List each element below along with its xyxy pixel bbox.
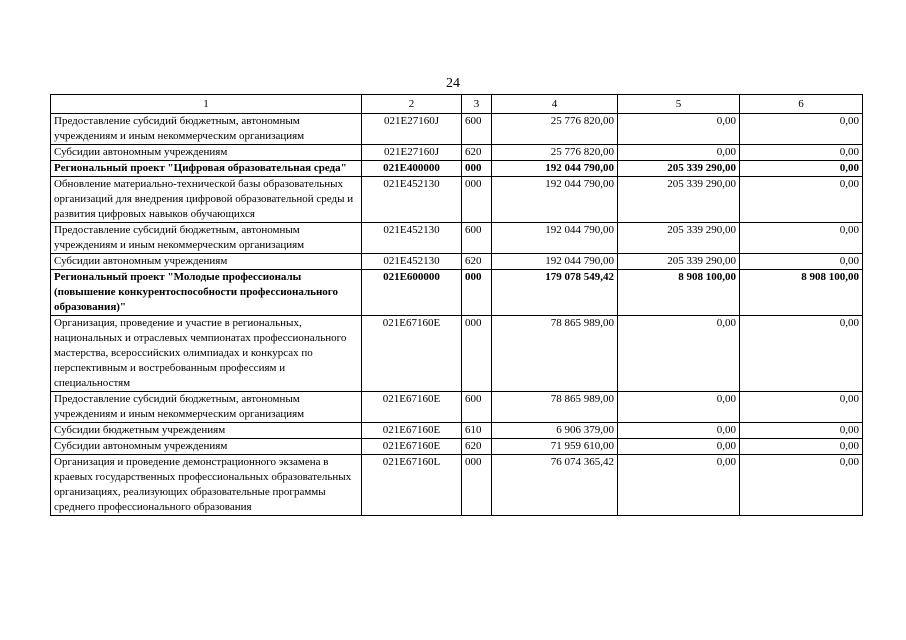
- cell-amount-3: 0,00: [740, 177, 863, 223]
- cell-code: 021E27160J: [362, 145, 462, 161]
- cell-amount-3: 0,00: [740, 316, 863, 392]
- cell-type: 000: [462, 270, 492, 316]
- cell-amount-1: 6 906 379,00: [492, 423, 618, 439]
- cell-amount-3: 0,00: [740, 114, 863, 145]
- table-row: [51, 316, 863, 392]
- cell-code: 021E452130: [362, 177, 462, 223]
- cell-amount-3: 0,00: [740, 392, 863, 423]
- cell-amount-2: 0,00: [618, 114, 740, 145]
- cell-code: 021E452130: [362, 223, 462, 254]
- header-row: [51, 95, 863, 114]
- cell-amount-2: 0,00: [618, 439, 740, 455]
- cell-amount-2: 205 339 290,00: [618, 177, 740, 223]
- cell-amount-1: 25 776 820,00: [492, 114, 618, 145]
- cell-name: Субсидии автономным учреждениям: [51, 439, 362, 455]
- table-row: [51, 161, 863, 177]
- cell-type: 000: [462, 455, 492, 516]
- cell-code: 021E67160E: [362, 316, 462, 392]
- cell-name: Региональный проект "Цифровая образовательная среда": [51, 161, 362, 177]
- cell-name: Предоставление субсидий бюджетным, автономным учреждениям и иным некоммерческим организациям: [51, 392, 362, 423]
- table-row: [51, 392, 863, 423]
- table-row: [51, 145, 863, 161]
- cell-code: 021E67160L: [362, 455, 462, 516]
- cell-type: 000: [462, 316, 492, 392]
- cell-amount-3: 0,00: [740, 254, 863, 270]
- cell-code: 021E600000: [362, 270, 462, 316]
- cell-name: Региональный проект "Молодые профессионалы (повышение конкурентоспособности профессионального образования)": [51, 270, 362, 316]
- cell-name: Организация и проведение демонстрационного экзамена в краевых государственных профессиональных образовательных организациях, реализующих образовательные программы среднего профессионального образования: [51, 455, 362, 516]
- cell-type: 600: [462, 223, 492, 254]
- table-row: [51, 254, 863, 270]
- cell-type: 610: [462, 423, 492, 439]
- cell-amount-2: 0,00: [618, 455, 740, 516]
- cell-amount-1: 192 044 790,00: [492, 223, 618, 254]
- column-header-code: 2: [362, 95, 462, 114]
- cell-name: Субсидии бюджетным учреждениям: [51, 423, 362, 439]
- cell-amount-2: 0,00: [618, 423, 740, 439]
- table-row: [51, 114, 863, 145]
- cell-code: 021E67160E: [362, 439, 462, 455]
- cell-amount-3: 0,00: [740, 223, 863, 254]
- cell-amount-2: 0,00: [618, 145, 740, 161]
- column-header-type: 3: [462, 95, 492, 114]
- cell-name: Субсидии автономным учреждениям: [51, 145, 362, 161]
- cell-name: Обновление материально-технической базы образовательных организаций для внедрения цифровой образовательной среды и развития цифровых навыков обучающихся: [51, 177, 362, 223]
- cell-name: Предоставление субсидий бюджетным, автономным учреждениям и иным некоммерческим организациям: [51, 223, 362, 254]
- cell-code: 021E400000: [362, 161, 462, 177]
- cell-amount-2: 0,00: [618, 392, 740, 423]
- cell-amount-3: 0,00: [740, 455, 863, 516]
- cell-amount-3: 0,00: [740, 145, 863, 161]
- cell-code: 021E27160J: [362, 114, 462, 145]
- cell-amount-2: 8 908 100,00: [618, 270, 740, 316]
- table-row: [51, 223, 863, 254]
- cell-amount-2: 205 339 290,00: [618, 223, 740, 254]
- cell-amount-3: 0,00: [740, 439, 863, 455]
- cell-amount-1: 192 044 790,00: [492, 254, 618, 270]
- table-row: [51, 439, 863, 455]
- column-header-amount-2: 5: [618, 95, 740, 114]
- cell-amount-1: 71 959 610,00: [492, 439, 618, 455]
- cell-amount-3: 0,00: [740, 161, 863, 177]
- cell-type: 620: [462, 254, 492, 270]
- cell-amount-1: 25 776 820,00: [492, 145, 618, 161]
- cell-amount-1: 78 865 989,00: [492, 392, 618, 423]
- cell-type: 000: [462, 177, 492, 223]
- cell-name: Субсидии автономным учреждениям: [51, 254, 362, 270]
- cell-type: 620: [462, 439, 492, 455]
- table-body: [51, 114, 863, 516]
- column-header-amount-3: 6: [740, 95, 863, 114]
- table-row: [51, 455, 863, 516]
- cell-code: 021E67160E: [362, 423, 462, 439]
- table-row: [51, 270, 863, 316]
- cell-amount-3: 0,00: [740, 423, 863, 439]
- cell-amount-1: 192 044 790,00: [492, 177, 618, 223]
- table-row: [51, 423, 863, 439]
- cell-name: Предоставление субсидий бюджетным, автономным учреждениям и иным некоммерческим организациям: [51, 114, 362, 145]
- cell-amount-1: 179 078 549,42: [492, 270, 618, 316]
- cell-amount-1: 78 865 989,00: [492, 316, 618, 392]
- column-header-amount-1: 4: [492, 95, 618, 114]
- cell-amount-2: 205 339 290,00: [618, 254, 740, 270]
- table-row: [51, 177, 863, 223]
- cell-amount-1: 76 074 365,42: [492, 455, 618, 516]
- cell-code: 021E452130: [362, 254, 462, 270]
- cell-code: 021E67160E: [362, 392, 462, 423]
- cell-amount-1: 192 044 790,00: [492, 161, 618, 177]
- cell-amount-3: 8 908 100,00: [740, 270, 863, 316]
- column-header-name: 1: [51, 95, 362, 114]
- cell-type: 620: [462, 145, 492, 161]
- budget-table: [50, 94, 863, 516]
- cell-name: Организация, проведение и участие в региональных, национальных и отраслевых чемпионатах профессионального мастерства, всероссийских олимпиадах и конкурсах по перспективным и востребованным профессиям и специальностям: [51, 316, 362, 392]
- page-number: 24: [446, 76, 460, 91]
- cell-type: 600: [462, 114, 492, 145]
- cell-amount-2: 205 339 290,00: [618, 161, 740, 177]
- cell-amount-2: 0,00: [618, 316, 740, 392]
- cell-type: 000: [462, 161, 492, 177]
- cell-type: 600: [462, 392, 492, 423]
